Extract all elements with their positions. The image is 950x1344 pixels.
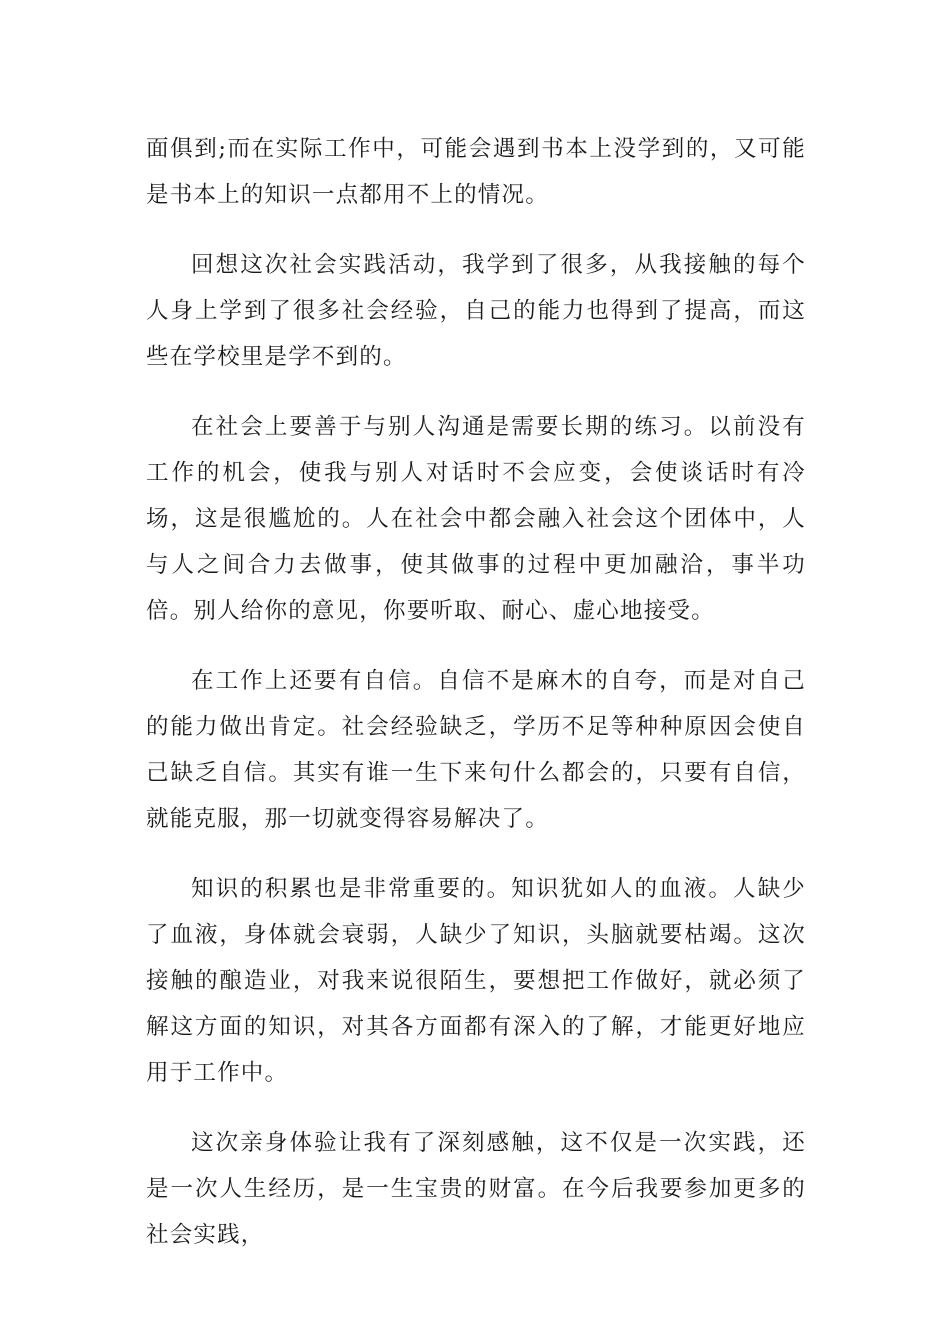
paragraph: 回想这次社会实践活动，我学到了很多，从我接触的每个人身上学到了很多社会经验，自己的能力也得到了提高，而这些在学校里是学不到的。 bbox=[146, 252, 806, 370]
paragraph: 在社会上要善于与别人沟通是需要长期的练习。以前没有工作的机会，使我与别人对话时不会应变，会使谈话时有冷场，这是很尴尬的。人在社会中都会融入社会这个团体中，人与人之间合力去做事，使其做事的过程中更加融洽，事半功倍。别人给你的意见，你要听取、耐心、虚心地接受。 bbox=[146, 414, 806, 624]
paragraph: 在工作上还要有自信。自信不是麻木的自夸，而是对自己的能力做出肯定。社会经验缺乏，学历不足等种种原因会使自己缺乏自信。其实有谁一生下来句什么都会的，只要有自信，就能克服，那一切就变得容易解决了。 bbox=[146, 668, 806, 832]
paragraph: 知识的积累也是非常重要的。知识犹如人的血液。人缺少了血液，身体就会衰弱，人缺少了知识，头脑就要枯竭。这次接触的酿造业，对我来说很陌生，要想把工作做好，就必须了解这方面的知识，对其各方面都有深入的了解，才能更好地应用于工作中。 bbox=[146, 876, 806, 1086]
paragraph: 面俱到;而在实际工作中，可能会遇到书本上没学到的，又可能是书本上的知识一点都用不上的情况。 bbox=[146, 136, 806, 208]
document-body bbox=[146, 126, 806, 1282]
paragraph: 这次亲身体验让我有了深刻感触，这不仅是一次实践，还是一次人生经历，是一生宝贵的财富。在今后我要参加更多的社会实践， bbox=[146, 1130, 806, 1248]
